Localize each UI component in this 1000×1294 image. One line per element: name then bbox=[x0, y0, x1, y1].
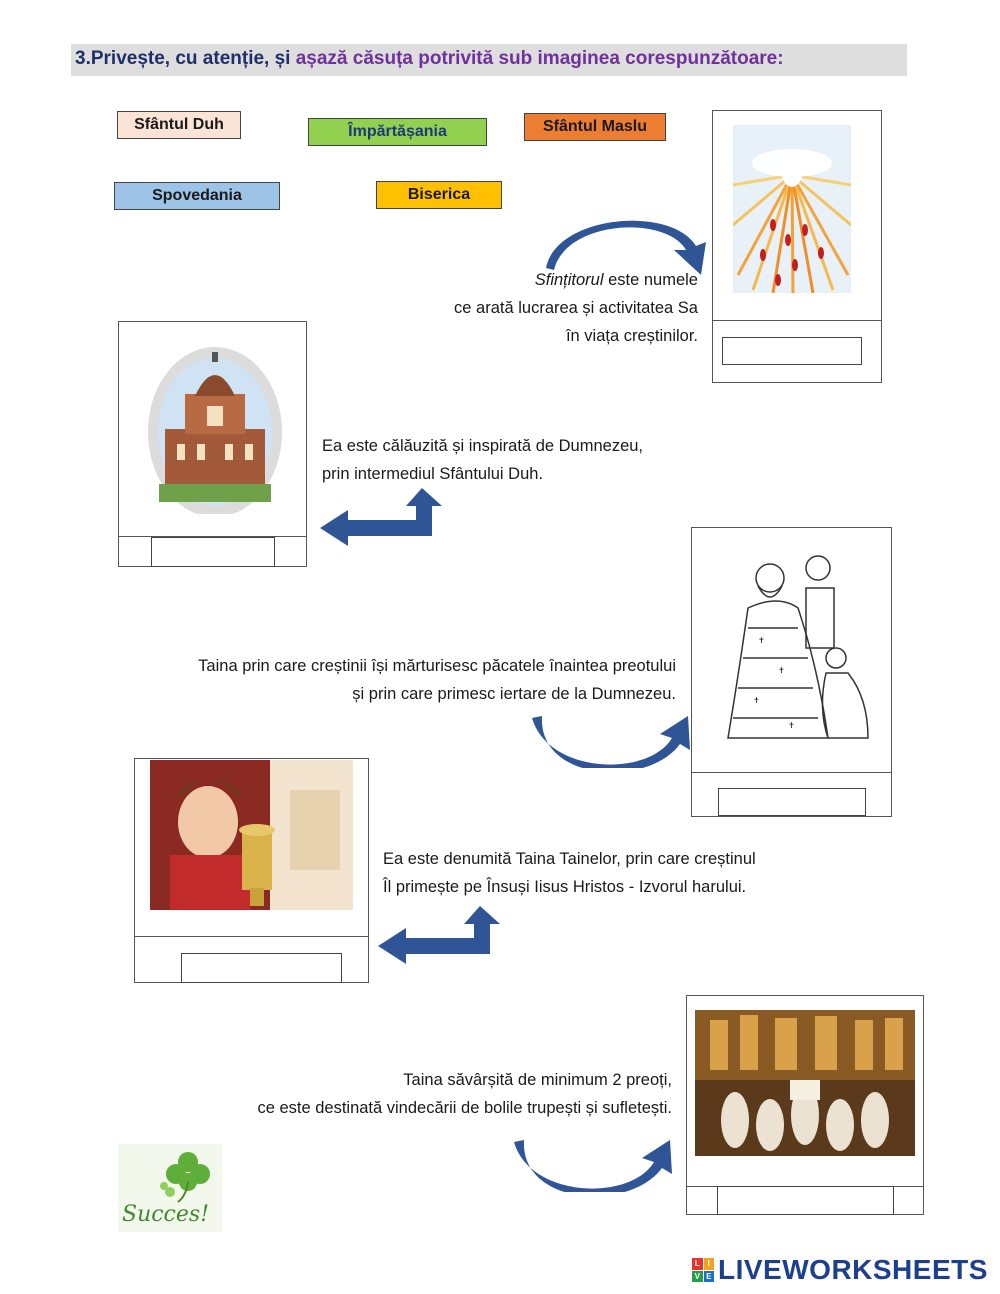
clue-1-italic: Sfințitorul bbox=[534, 271, 604, 289]
chip-spovedania[interactable] bbox=[114, 182, 280, 210]
svg-text:✝: ✝ bbox=[758, 636, 765, 645]
card-holy-unction bbox=[686, 995, 924, 1215]
card-divider bbox=[713, 320, 881, 321]
holy-spirit-dove-image bbox=[733, 125, 851, 293]
confession-drawing-image bbox=[718, 538, 872, 748]
clue-3-line-2: și prin care primesc iertare de la Dumnezeu. bbox=[352, 685, 676, 703]
card-holy-spirit bbox=[712, 110, 882, 383]
chip-label: Spovedania bbox=[152, 187, 242, 204]
chip-sfantul-duh[interactable] bbox=[117, 111, 241, 139]
holy-unction-photo-image bbox=[695, 1010, 915, 1156]
clue-4-line-2: Îl primește pe Însuși Iisus Hristos - Izvorul harului. bbox=[383, 878, 747, 896]
clue-2 bbox=[322, 432, 722, 488]
clover-icon bbox=[158, 1148, 218, 1204]
title-part-1: 3.Privește, cu atenție, și bbox=[75, 48, 296, 69]
exercise-title bbox=[75, 48, 784, 70]
logo-text: LIVEWORKSHEETS bbox=[718, 1254, 988, 1285]
card-communion bbox=[134, 758, 369, 983]
clue-5-line-1: Taina săvârșită de minimum 2 preoți, bbox=[403, 1071, 672, 1089]
clue-2-line-1: Ea este călăuzită și inspirată de Dumnezeu, bbox=[322, 437, 644, 455]
card-divider bbox=[135, 936, 368, 937]
clue-1-line-1: este numele bbox=[603, 271, 698, 289]
communion-photo-image bbox=[150, 760, 353, 910]
card-confession bbox=[691, 527, 892, 817]
chip-label: Sfântul Duh bbox=[134, 116, 224, 133]
chip-sfantul-maslu[interactable] bbox=[524, 113, 666, 141]
clue-4-line-1: Ea este denumită Taina Tainelor, prin care creștinul bbox=[383, 850, 756, 868]
church-seal-image bbox=[141, 334, 289, 514]
success-text: Succes! bbox=[122, 1202, 210, 1227]
bent-arrow-icon bbox=[320, 488, 445, 546]
clue-5-line-2: ce este destinată vindecării de bolile trupești și sufletești. bbox=[257, 1099, 672, 1117]
clue-2-line-2: prin intermediul Sfântului Duh. bbox=[322, 465, 544, 483]
drop-box-2[interactable] bbox=[151, 537, 275, 567]
bent-arrow-icon bbox=[378, 906, 503, 964]
drop-box-1[interactable] bbox=[722, 337, 862, 365]
clue-4 bbox=[383, 845, 823, 901]
chip-label: Biserica bbox=[407, 186, 471, 203]
card-church bbox=[118, 321, 307, 567]
title-part-2: așază căsuța potrivită sub imaginea corespunzătoare: bbox=[295, 48, 784, 69]
chip-impartasania[interactable] bbox=[308, 118, 487, 146]
chip-label: Sfântul Maslu bbox=[542, 118, 647, 135]
curved-arrow-icon bbox=[510, 1136, 675, 1192]
drop-box-5[interactable] bbox=[717, 1186, 894, 1215]
card-divider bbox=[692, 772, 891, 773]
logo-mark: L I V E bbox=[692, 1258, 714, 1282]
clue-1-line-3: în viața creștinilor. bbox=[565, 327, 698, 345]
clue-3 bbox=[110, 652, 676, 708]
drop-box-4[interactable] bbox=[181, 953, 342, 983]
svg-text:✝: ✝ bbox=[788, 721, 795, 730]
svg-text:✝: ✝ bbox=[778, 666, 785, 675]
chip-label: Împărtășania bbox=[348, 123, 447, 140]
curved-arrow-icon bbox=[528, 712, 693, 768]
drop-box-3[interactable] bbox=[718, 788, 866, 816]
clue-3-line-1: Taina prin care creștinii își mărturisesc păcatele înaintea preotului bbox=[198, 657, 676, 675]
clue-5 bbox=[170, 1066, 672, 1122]
liveworksheets-logo bbox=[692, 1252, 992, 1288]
svg-text:✝: ✝ bbox=[753, 696, 760, 705]
clue-1-line-2: ce arată lucrarea și activitatea Sa bbox=[454, 299, 698, 317]
chip-biserica[interactable] bbox=[376, 181, 502, 209]
curved-arrow-icon bbox=[546, 220, 716, 290]
success-badge bbox=[118, 1144, 222, 1232]
